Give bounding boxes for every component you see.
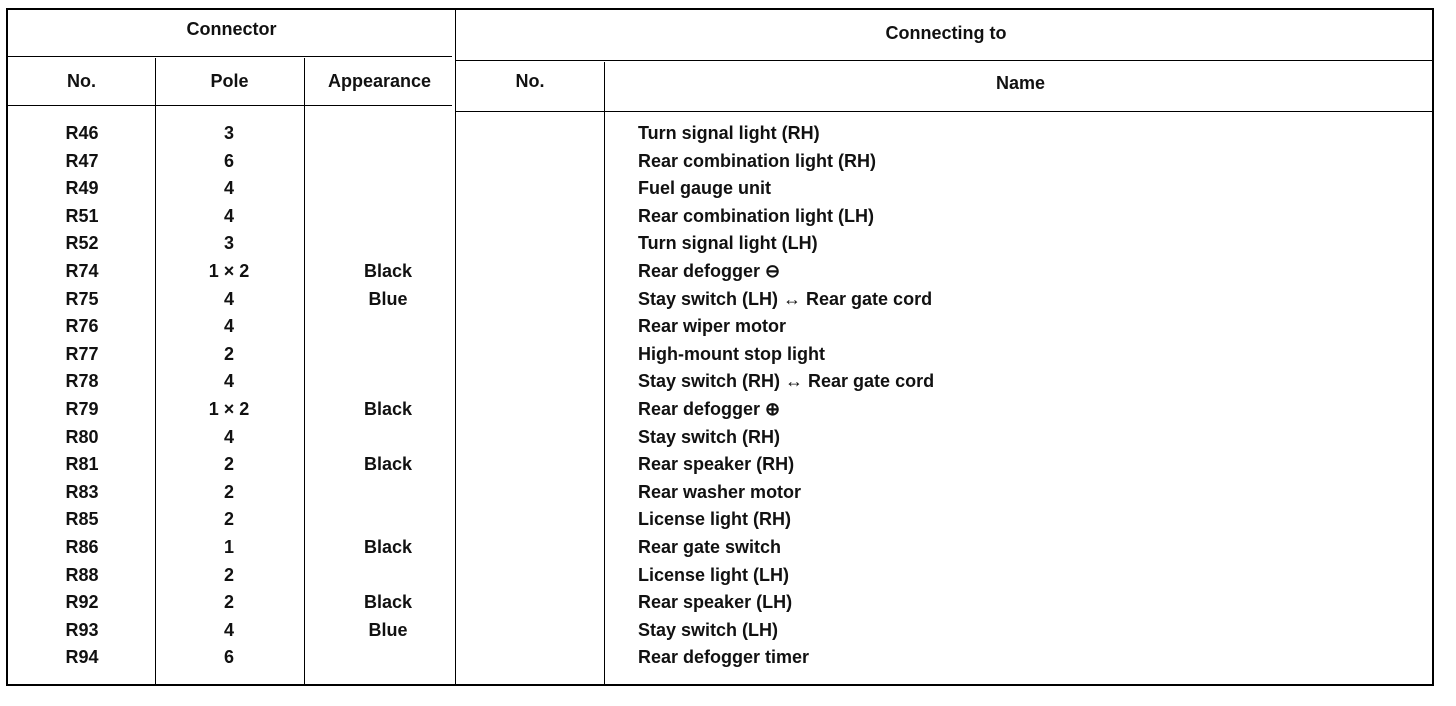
cell-name: Stay switch (LH) bbox=[638, 619, 779, 640]
table-row bbox=[8, 482, 1432, 510]
cell-pole: 4 bbox=[223, 205, 234, 226]
cell-no: R49 bbox=[65, 178, 99, 199]
cell-pole: 2 bbox=[223, 509, 234, 530]
cell-pole: 2 bbox=[223, 481, 234, 502]
cell-pole: 4 bbox=[223, 288, 234, 309]
table-row bbox=[8, 123, 1432, 151]
cell-name: Rear gate switch bbox=[638, 537, 782, 557]
cell-pole: 4 bbox=[223, 316, 234, 337]
cell-pole: 1 × 2 bbox=[208, 399, 250, 419]
cell-no: R85 bbox=[65, 509, 99, 530]
cell-pole: 2 bbox=[223, 454, 234, 475]
header-connecting-to: Connecting to bbox=[885, 23, 1007, 43]
cell-pole: 4 bbox=[223, 371, 234, 392]
header-no: No. bbox=[67, 71, 96, 91]
table-row bbox=[8, 289, 1432, 317]
cell-no: R78 bbox=[65, 371, 99, 392]
cell-name: Rear washer motor bbox=[638, 481, 802, 502]
divider-column-header bbox=[8, 105, 452, 106]
cell-name: Rear defogger timer bbox=[638, 647, 810, 668]
table-row bbox=[8, 647, 1432, 675]
cell-appearance: Black bbox=[363, 537, 413, 557]
table-row bbox=[8, 620, 1432, 648]
cell-pole: 4 bbox=[223, 178, 234, 199]
cell-name: Fuel gauge unit bbox=[638, 178, 771, 199]
cell-pole: 3 bbox=[223, 233, 234, 254]
cell-name: Rear combination light (RH) bbox=[638, 150, 876, 171]
cell-pole: 3 bbox=[223, 123, 234, 143]
cell-name: Turn signal light (RH) bbox=[638, 123, 820, 143]
cell-no: R83 bbox=[65, 481, 99, 502]
cell-no: R80 bbox=[65, 426, 99, 447]
table-row bbox=[8, 206, 1432, 234]
table-row bbox=[8, 565, 1432, 593]
table-row bbox=[8, 151, 1432, 179]
table-row bbox=[8, 371, 1432, 399]
cell-name: Stay switch (RH) ↔ Rear gate cord bbox=[638, 371, 935, 392]
divider-group-header-right bbox=[456, 60, 1432, 61]
cell-no: R94 bbox=[65, 647, 99, 668]
header-to-no: No. bbox=[515, 71, 545, 91]
cell-name: Rear speaker (RH) bbox=[638, 454, 795, 475]
header-connector: Connector bbox=[186, 19, 277, 39]
cell-pole: 6 bbox=[223, 150, 234, 171]
table-row bbox=[8, 537, 1432, 565]
cell-pole: 2 bbox=[223, 592, 234, 613]
table-row bbox=[8, 592, 1432, 620]
cell-name: Rear speaker (LH) bbox=[638, 592, 793, 613]
connector-table bbox=[6, 8, 1434, 686]
cell-no: R81 bbox=[65, 454, 99, 475]
cell-no: R79 bbox=[65, 399, 99, 419]
cell-no: R93 bbox=[65, 619, 99, 640]
cell-name: Stay switch (RH) bbox=[638, 426, 781, 447]
cell-name: License light (LH) bbox=[638, 564, 790, 585]
table-row bbox=[8, 233, 1432, 261]
cell-appearance: Blue bbox=[368, 288, 408, 309]
cell-no: R51 bbox=[65, 205, 99, 226]
cell-name: Rear defogger ⊕ bbox=[638, 399, 781, 419]
table-row bbox=[8, 344, 1432, 372]
cell-name: Rear defogger ⊖ bbox=[638, 261, 781, 281]
table-row bbox=[8, 178, 1432, 206]
table-row bbox=[8, 509, 1432, 537]
table-row bbox=[8, 454, 1432, 482]
cell-pole: 4 bbox=[223, 426, 234, 447]
cell-pole: 2 bbox=[223, 343, 234, 364]
cell-name: High-mount stop light bbox=[638, 343, 825, 364]
cell-appearance: Black bbox=[363, 399, 413, 419]
cell-pole: 6 bbox=[223, 647, 234, 668]
cell-no: R77 bbox=[65, 343, 99, 364]
table-row bbox=[8, 427, 1432, 455]
cell-appearance: Black bbox=[363, 592, 413, 613]
cell-appearance: Blue bbox=[368, 619, 408, 640]
cell-pole: 2 bbox=[223, 564, 234, 585]
table-row bbox=[8, 399, 1432, 427]
header-appearance: Appearance bbox=[327, 71, 432, 91]
table-row bbox=[8, 261, 1432, 289]
cell-no: R86 bbox=[65, 537, 99, 557]
cell-no: R76 bbox=[65, 316, 99, 337]
divider-group-header bbox=[8, 56, 452, 57]
cell-name: License light (RH) bbox=[638, 509, 792, 530]
cell-no: R52 bbox=[65, 233, 99, 254]
header-name: Name bbox=[995, 73, 1046, 93]
table-row bbox=[8, 316, 1432, 344]
header-pole: Pole bbox=[210, 71, 249, 91]
cell-no: R75 bbox=[65, 288, 99, 309]
cell-no: R92 bbox=[65, 592, 99, 613]
cell-no: R47 bbox=[65, 150, 99, 171]
cell-appearance: Black bbox=[363, 261, 413, 281]
cell-pole: 1 bbox=[223, 537, 234, 557]
cell-name: Turn signal light (LH) bbox=[638, 233, 818, 254]
cell-name: Rear combination light (LH) bbox=[638, 205, 874, 226]
cell-no: R88 bbox=[65, 564, 99, 585]
cell-pole: 1 × 2 bbox=[208, 261, 250, 281]
divider-column-header-right bbox=[456, 111, 1432, 112]
cell-pole: 4 bbox=[223, 619, 234, 640]
cell-appearance: Black bbox=[363, 454, 413, 475]
cell-no: R74 bbox=[65, 261, 99, 281]
cell-no: R46 bbox=[65, 123, 99, 143]
cell-name: Stay switch (LH) ↔ Rear gate cord bbox=[638, 288, 933, 309]
cell-name: Rear wiper motor bbox=[638, 316, 787, 337]
